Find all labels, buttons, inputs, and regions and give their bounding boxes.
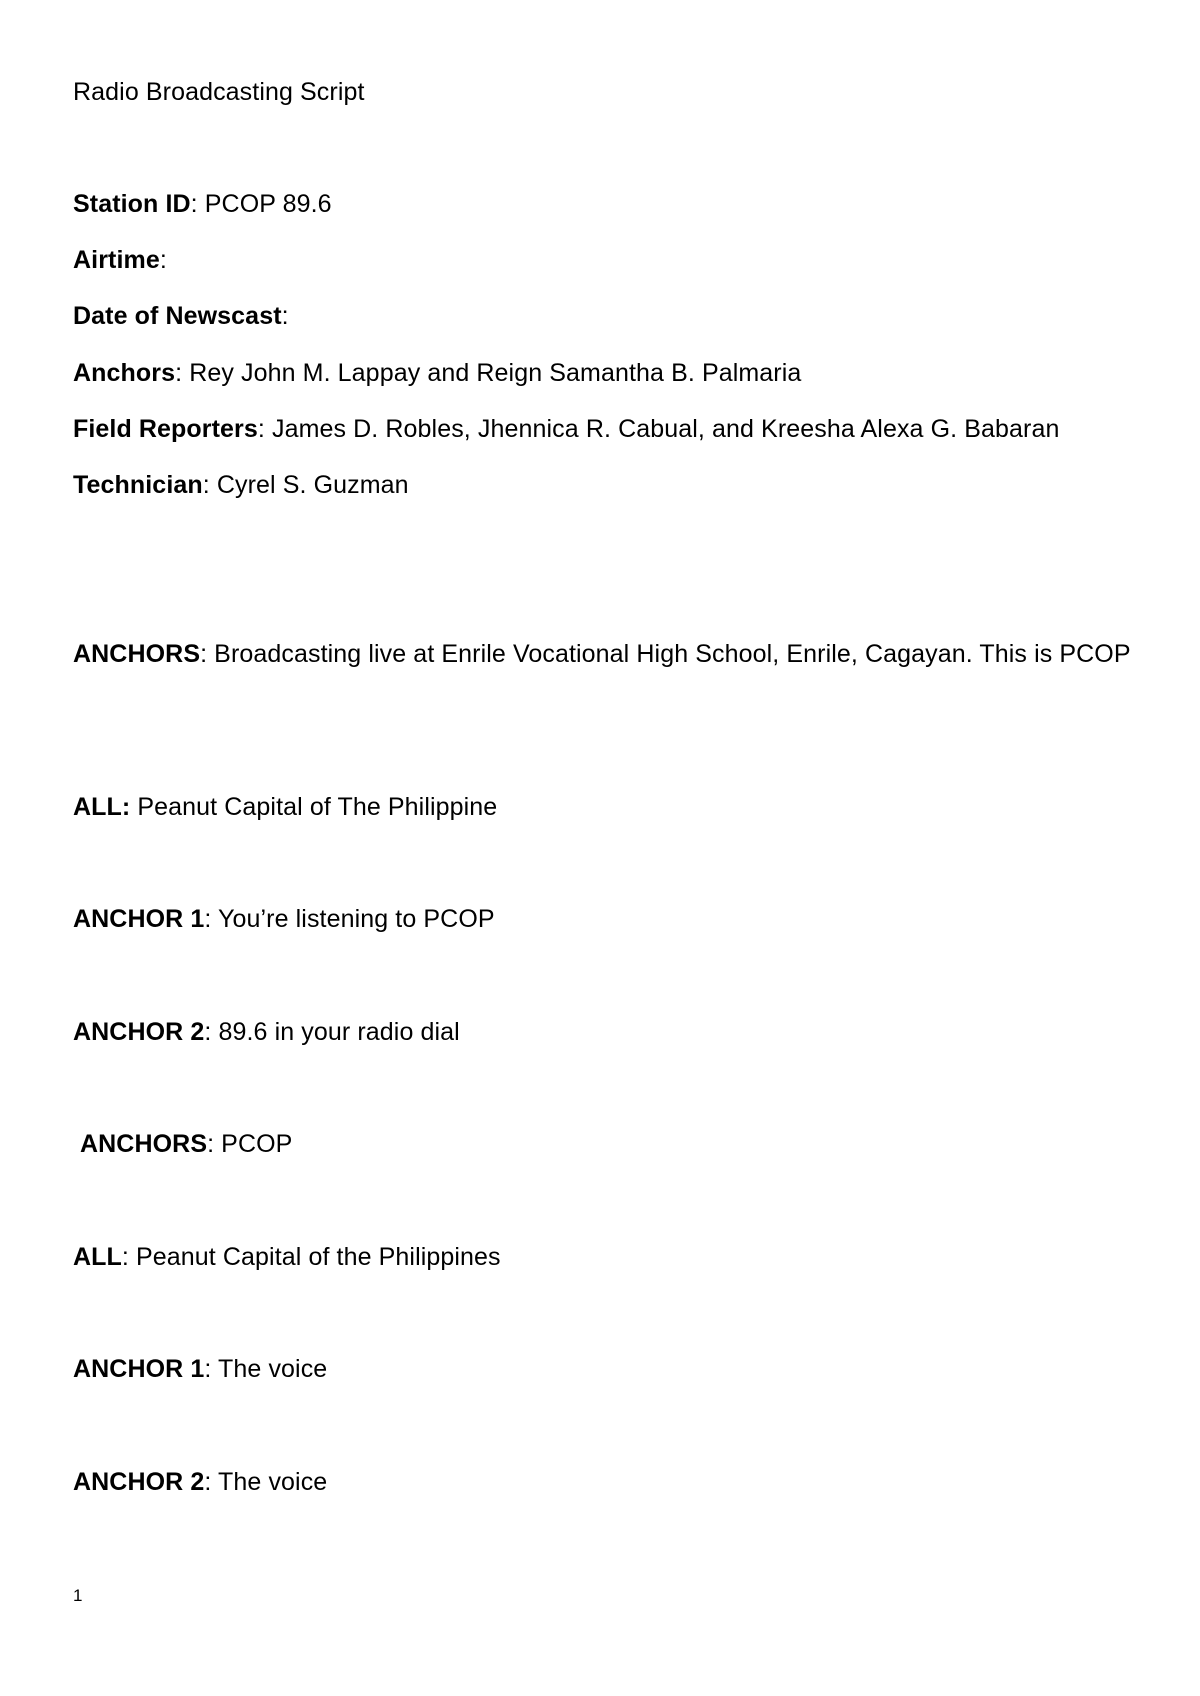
document-title: Radio Broadcasting Script <box>73 78 365 106</box>
script-line <box>73 1238 501 1276</box>
info-station-id <box>73 185 332 223</box>
speaker-text: : The voice <box>204 1355 328 1383</box>
info-value: : James D. Robles, Jhennica R. Cabual, and Kreesha Alexa G. Babaran <box>257 415 1060 443</box>
speaker-text: Peanut Capital of The Philippine <box>130 793 498 821</box>
speaker-label: ANCHOR 2 <box>73 1018 205 1046</box>
page-number: 1 <box>73 1586 83 1605</box>
script-line <box>73 900 495 938</box>
speaker-label: ALL: <box>73 793 131 821</box>
info-field-reporters <box>73 410 1059 448</box>
info-value: : <box>281 302 289 330</box>
script-line <box>73 1350 327 1388</box>
info-anchors <box>73 354 801 392</box>
info-label: Field Reporters <box>73 415 258 443</box>
script-line <box>73 788 497 826</box>
info-label: Anchors <box>73 359 176 387</box>
info-label: Airtime <box>73 246 160 274</box>
speaker-label: ANCHOR 2 <box>73 1468 205 1496</box>
script-line <box>73 1013 460 1051</box>
info-value: : Cyrel S. Guzman <box>202 471 409 499</box>
info-value: : <box>159 246 167 274</box>
speaker-label: ANCHORS <box>80 1130 208 1158</box>
speaker-text: : 89.6 in your radio dial <box>204 1018 460 1046</box>
speaker-text: : PCOP <box>207 1130 293 1158</box>
speaker-text: : You’re listening to PCOP <box>204 905 495 933</box>
info-date-of-newscast <box>73 297 289 335</box>
speaker-text: : Peanut Capital of the Philippines <box>121 1243 501 1271</box>
info-airtime <box>73 241 167 279</box>
info-label: Technician <box>73 471 203 499</box>
speaker-text: : The voice <box>204 1468 328 1496</box>
info-value: : PCOP 89.6 <box>190 190 332 218</box>
speaker-label: ALL <box>73 1243 122 1271</box>
speaker-label: ANCHORS <box>73 640 201 668</box>
script-line <box>73 1463 327 1501</box>
info-technician <box>73 466 409 504</box>
speaker-label: ANCHOR 1 <box>73 905 205 933</box>
script-line <box>80 1125 292 1163</box>
speaker-text: : Broadcasting live at Enrile Vocational High School, Enrile, Cagayan. This is PCOP <box>200 640 1131 668</box>
info-label: Date of Newscast <box>73 302 282 330</box>
script-line <box>73 635 1133 673</box>
info-value: : Rey John M. Lappay and Reign Samantha B. Palmaria <box>175 359 802 387</box>
info-label: Station ID <box>73 190 191 218</box>
speaker-label: ANCHOR 1 <box>73 1355 205 1383</box>
